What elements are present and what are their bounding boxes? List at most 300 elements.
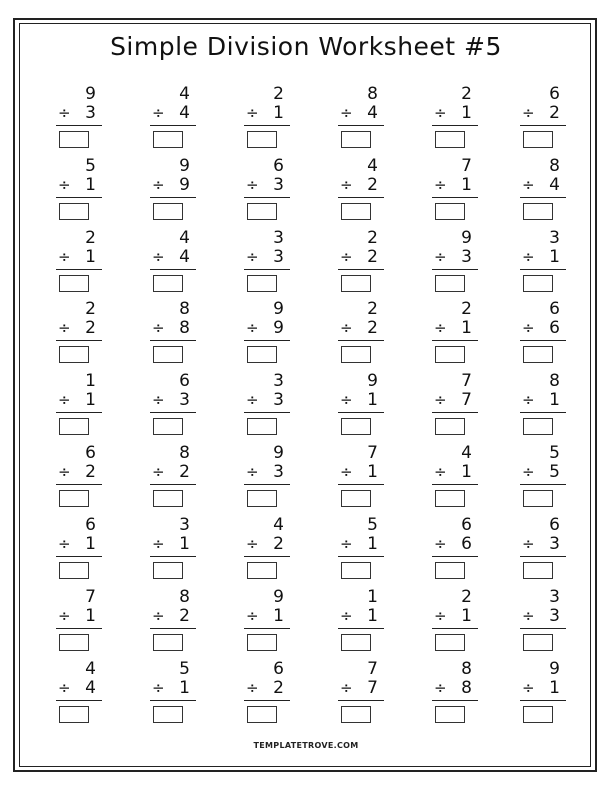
division-problem [338,372,384,436]
answer-box[interactable] [435,418,465,435]
divisor: 3 [273,462,284,482]
answer-box[interactable] [153,275,183,292]
divisor: 1 [461,103,472,123]
division-problem [244,444,290,508]
divisor-row [56,607,96,625]
division-sign-icon: ÷ [522,319,535,337]
answer-rule [244,412,290,413]
division-sign-icon: ÷ [522,176,535,194]
answer-box[interactable] [435,562,465,579]
divisor-row [150,607,190,625]
divisor: 1 [461,175,472,195]
divisor: 1 [179,534,190,554]
division-sign-icon: ÷ [340,319,353,337]
division-problem [56,588,102,652]
division-sign-icon: ÷ [58,319,71,337]
divisor: 4 [179,103,190,123]
divisor: 1 [85,606,96,626]
divisor: 1 [85,175,96,195]
dividend: 9 [273,299,284,319]
division-sign-icon: ÷ [522,248,535,266]
dividend: 5 [549,443,560,463]
answer-rule [338,484,384,485]
division-sign-icon: ÷ [246,679,259,697]
answer-box[interactable] [341,490,371,507]
answer-rule [338,628,384,629]
divisor-row [338,391,378,409]
answer-box[interactable] [153,562,183,579]
division-problem [432,516,478,580]
divisor: 2 [85,318,96,338]
answer-box[interactable] [523,562,553,579]
division-sign-icon: ÷ [58,104,71,122]
division-sign-icon: ÷ [58,535,71,553]
dividend: 6 [273,659,284,679]
dividend: 4 [273,515,284,535]
dividend: 2 [273,84,284,104]
division-problem [150,588,196,652]
division-problem [520,516,566,580]
divisor-row [432,104,472,122]
divisor-row [520,607,560,625]
answer-box[interactable] [435,131,465,148]
divisor: 3 [549,534,560,554]
answer-box[interactable] [341,346,371,363]
division-problem [520,157,566,221]
dividend: 6 [549,515,560,535]
divisor: 2 [367,247,378,267]
answer-rule [338,412,384,413]
division-problem [150,229,196,293]
answer-rule [150,700,196,701]
division-sign-icon: ÷ [246,104,259,122]
divisor-row [244,463,284,481]
division-problem [338,300,384,364]
answer-rule [520,269,566,270]
dividend: 1 [367,587,378,607]
answer-rule [432,412,478,413]
divisor-row [432,319,472,337]
answer-rule [150,340,196,341]
division-sign-icon: ÷ [58,607,71,625]
divisor-row [338,176,378,194]
divisor-row [432,679,472,697]
dividend: 1 [85,371,96,391]
dividend: 2 [461,299,472,319]
dividend: 5 [85,156,96,176]
answer-box[interactable] [247,706,277,723]
answer-box[interactable] [435,706,465,723]
answer-box[interactable] [435,490,465,507]
division-problem [432,660,478,724]
divisor-row [150,463,190,481]
division-problem [244,300,290,364]
dividend: 5 [179,659,190,679]
division-problem [150,300,196,364]
answer-box[interactable] [59,418,89,435]
divisor: 9 [179,175,190,195]
dividend: 9 [367,371,378,391]
divisor-row [150,391,190,409]
answer-rule [520,125,566,126]
division-problem [338,157,384,221]
division-sign-icon: ÷ [152,607,165,625]
division-sign-icon: ÷ [340,104,353,122]
answer-rule [432,125,478,126]
answer-box[interactable] [247,490,277,507]
dividend: 5 [367,515,378,535]
answer-rule [338,197,384,198]
divisor: 1 [367,462,378,482]
answer-rule [520,700,566,701]
division-sign-icon: ÷ [246,463,259,481]
division-problem [150,85,196,149]
answer-rule [432,340,478,341]
division-sign-icon: ÷ [152,248,165,266]
divisor: 1 [461,318,472,338]
division-problem [432,372,478,436]
division-problem [520,660,566,724]
answer-box[interactable] [153,490,183,507]
worksheet-title: Simple Division Worksheet #5 [110,32,502,61]
answer-box[interactable] [153,418,183,435]
divisor: 2 [85,462,96,482]
answer-box[interactable] [341,634,371,651]
division-problem [432,588,478,652]
dividend: 4 [461,443,472,463]
answer-box[interactable] [59,203,89,220]
divisor: 3 [179,390,190,410]
answer-box[interactable] [523,131,553,148]
divisor: 1 [367,534,378,554]
answer-box[interactable] [523,346,553,363]
dividend: 6 [461,515,472,535]
division-problem [338,85,384,149]
divisor: 1 [367,390,378,410]
divisor-row [338,104,378,122]
dividend: 3 [179,515,190,535]
divisor-row [520,176,560,194]
answer-box[interactable] [59,490,89,507]
answer-rule [244,700,290,701]
division-problem [150,660,196,724]
answer-rule [520,197,566,198]
division-sign-icon: ÷ [434,319,447,337]
divisor-row [520,319,560,337]
division-problem [520,588,566,652]
divisor: 8 [461,678,472,698]
divisor-row [244,391,284,409]
division-sign-icon: ÷ [434,391,447,409]
division-problem [244,85,290,149]
divisor-row [338,319,378,337]
division-sign-icon: ÷ [434,535,447,553]
divisor: 9 [273,318,284,338]
dividend: 4 [179,84,190,104]
division-sign-icon: ÷ [340,535,353,553]
answer-rule [520,484,566,485]
answer-rule [338,340,384,341]
divisor: 1 [85,534,96,554]
division-sign-icon: ÷ [152,679,165,697]
division-sign-icon: ÷ [522,391,535,409]
divisor-row [432,607,472,625]
division-problem [244,229,290,293]
division-sign-icon: ÷ [58,679,71,697]
answer-box[interactable] [247,418,277,435]
divisor-row [432,463,472,481]
divisor: 1 [549,390,560,410]
dividend: 2 [85,228,96,248]
answer-box[interactable] [247,275,277,292]
dividend: 2 [367,299,378,319]
division-problem [520,229,566,293]
answer-box[interactable] [435,275,465,292]
division-problem [520,372,566,436]
answer-box[interactable] [153,203,183,220]
answer-box[interactable] [341,706,371,723]
divisor: 3 [461,247,472,267]
answer-box[interactable] [435,634,465,651]
answer-box[interactable] [59,562,89,579]
dividend: 3 [549,228,560,248]
divisor-row [56,176,96,194]
divisor-row [150,248,190,266]
dividend: 8 [549,156,560,176]
dividend: 4 [179,228,190,248]
divisor-row [520,248,560,266]
divisor-row [520,679,560,697]
division-problem [338,444,384,508]
answer-rule [432,484,478,485]
answer-box[interactable] [153,706,183,723]
answer-rule [56,269,102,270]
divisor-row [56,391,96,409]
dividend: 2 [461,84,472,104]
dividend: 6 [549,299,560,319]
divisor: 4 [549,175,560,195]
dividend: 6 [85,443,96,463]
divisor-row [56,463,96,481]
dividend: 9 [549,659,560,679]
dividend: 3 [549,587,560,607]
division-sign-icon: ÷ [58,463,71,481]
division-sign-icon: ÷ [522,535,535,553]
answer-box[interactable] [523,418,553,435]
dividend: 2 [367,228,378,248]
division-sign-icon: ÷ [152,319,165,337]
answer-box[interactable] [523,706,553,723]
dividend: 9 [273,587,284,607]
answer-box[interactable] [523,490,553,507]
answer-box[interactable] [59,275,89,292]
answer-box[interactable] [341,131,371,148]
dividend: 9 [461,228,472,248]
divisor-row [244,535,284,553]
answer-box[interactable] [59,131,89,148]
division-sign-icon: ÷ [152,176,165,194]
divisor: 4 [179,247,190,267]
dividend: 6 [179,371,190,391]
division-sign-icon: ÷ [434,176,447,194]
division-sign-icon: ÷ [246,319,259,337]
answer-box[interactable] [341,562,371,579]
answer-box[interactable] [523,275,553,292]
dividend: 6 [85,515,96,535]
division-sign-icon: ÷ [246,176,259,194]
division-problem [150,516,196,580]
division-sign-icon: ÷ [246,535,259,553]
answer-rule [520,628,566,629]
divisor: 2 [367,318,378,338]
divisor: 3 [273,175,284,195]
divisor: 6 [461,534,472,554]
divisor-row [520,391,560,409]
division-problem [244,588,290,652]
division-problem [56,85,102,149]
dividend: 6 [273,156,284,176]
answer-box[interactable] [247,634,277,651]
divisor-row [338,607,378,625]
divisor-row [56,248,96,266]
answer-rule [150,628,196,629]
answer-rule [244,125,290,126]
answer-box[interactable] [341,275,371,292]
divisor-row [150,319,190,337]
divisor: 7 [461,390,472,410]
division-problem [244,660,290,724]
division-sign-icon: ÷ [434,679,447,697]
answer-box[interactable] [59,634,89,651]
answer-rule [150,484,196,485]
answer-rule [244,628,290,629]
divisor-row [432,391,472,409]
answer-rule [56,412,102,413]
answer-rule [432,556,478,557]
divisor-row [244,607,284,625]
divisor-row [432,248,472,266]
dividend: 3 [273,371,284,391]
answer-rule [520,556,566,557]
dividend: 7 [367,659,378,679]
division-sign-icon: ÷ [246,248,259,266]
divisor-row [338,463,378,481]
division-sign-icon: ÷ [246,391,259,409]
divisor-row [520,535,560,553]
divisor-row [56,319,96,337]
answer-box[interactable] [341,418,371,435]
answer-rule [150,125,196,126]
division-problem [56,300,102,364]
division-problem [56,157,102,221]
answer-box[interactable] [153,131,183,148]
answer-rule [520,412,566,413]
answer-rule [338,125,384,126]
dividend: 8 [179,443,190,463]
divisor: 2 [179,606,190,626]
divisor-row [244,104,284,122]
answer-box[interactable] [341,203,371,220]
answer-box[interactable] [247,346,277,363]
answer-rule [56,484,102,485]
divisor: 1 [273,606,284,626]
answer-box[interactable] [59,346,89,363]
answer-box[interactable] [153,346,183,363]
divisor: 7 [367,678,378,698]
division-sign-icon: ÷ [434,607,447,625]
divisor: 4 [367,103,378,123]
division-problem [338,660,384,724]
divisor-row [150,176,190,194]
divisor-row [520,463,560,481]
answer-box[interactable] [523,203,553,220]
answer-rule [56,340,102,341]
footer-brand: TEMPLATETROVE.COM [253,741,359,750]
divisor: 5 [549,462,560,482]
answer-rule [56,125,102,126]
dividend: 7 [461,156,472,176]
answer-box[interactable] [59,706,89,723]
division-sign-icon: ÷ [340,248,353,266]
divisor: 2 [273,534,284,554]
divisor: 1 [549,678,560,698]
answer-rule [56,197,102,198]
divisor: 1 [549,247,560,267]
divisor: 3 [85,103,96,123]
divisor: 2 [367,175,378,195]
answer-box[interactable] [523,634,553,651]
divisor-row [244,319,284,337]
answer-box[interactable] [153,634,183,651]
answer-rule [432,628,478,629]
divisor: 1 [461,462,472,482]
divisor-row [338,679,378,697]
dividend: 9 [85,84,96,104]
divisor: 4 [85,678,96,698]
division-problem [432,444,478,508]
divisor: 2 [179,462,190,482]
divisor-row [150,679,190,697]
divisor-row [338,248,378,266]
answer-rule [520,340,566,341]
dividend: 6 [549,84,560,104]
division-problem [338,229,384,293]
division-problem [244,516,290,580]
answer-box[interactable] [247,562,277,579]
dividend: 3 [273,228,284,248]
division-problem [520,85,566,149]
answer-rule [244,340,290,341]
division-problem [150,444,196,508]
answer-rule [244,269,290,270]
answer-box[interactable] [247,203,277,220]
dividend: 8 [179,299,190,319]
answer-box[interactable] [435,346,465,363]
dividend: 9 [179,156,190,176]
division-sign-icon: ÷ [246,607,259,625]
answer-box[interactable] [435,203,465,220]
divisor: 8 [179,318,190,338]
answer-rule [150,269,196,270]
divisor: 1 [179,678,190,698]
answer-rule [244,556,290,557]
answer-rule [432,197,478,198]
answer-rule [338,556,384,557]
division-problem [432,157,478,221]
division-sign-icon: ÷ [340,607,353,625]
division-problem [56,660,102,724]
answer-box[interactable] [247,131,277,148]
